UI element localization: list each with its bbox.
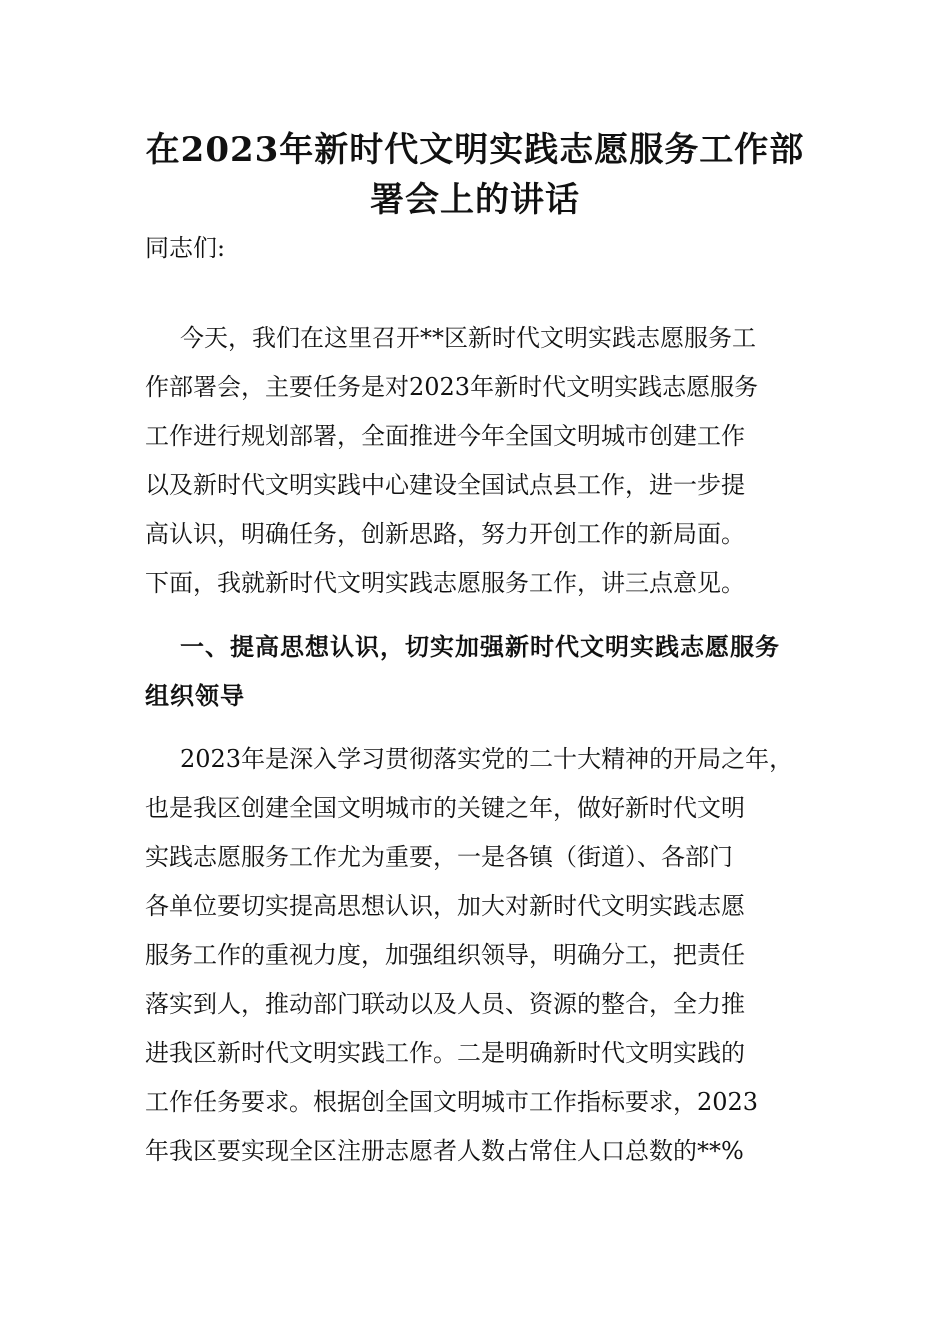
para1-line: 以及新时代文明实践中心建设全国试点县工作，进一步提 <box>145 471 745 499</box>
document-title-line-1: 在2023年新时代文明实践志愿服务工作部 <box>145 130 805 170</box>
para1-line: 下面，我就新时代文明实践志愿服务工作，讲三点意见。 <box>145 569 745 597</box>
para2-line: 也是我区创建全国文明城市的关键之年，做好新时代文明 <box>145 794 745 822</box>
para2-line: 落实到人，推动部门联动以及人员、资源的整合，全力推 <box>145 990 745 1018</box>
para1-line: 工作进行规划部署，全面推进今年全国文明城市创建工作 <box>145 422 745 450</box>
para2-line: 进我区新时代文明实践工作。二是明确新时代文明实践的 <box>145 1039 745 1067</box>
para1-line: 作部署会，主要任务是对2023年新时代文明实践志愿服务 <box>145 373 759 401</box>
section-heading-line-2: 组织领导 <box>145 682 245 710</box>
greeting: 同志们: <box>145 234 226 262</box>
document-title-line-2: 署会上的讲话 <box>370 180 580 220</box>
para2-line: 服务工作的重视力度，加强组织领导，明确分工，把责任 <box>145 941 745 969</box>
para2-line: 2023年是深入学习贯彻落实党的二十大精神的开局之年， <box>180 745 794 773</box>
para2-line: 工作任务要求。根据创全国文明城市工作指标要求，2023 <box>145 1088 759 1116</box>
para1-line: 高认识，明确任务，创新思路，努力开创工作的新局面。 <box>145 520 745 548</box>
para2-line: 各单位要切实提高思想认识，加大对新时代文明实践志愿 <box>145 892 745 920</box>
para2-line: 年我区要实现全区注册志愿者人数占常住人口总数的**% <box>145 1137 744 1165</box>
section-heading-line-1: 一、提高思想认识，切实加强新时代文明实践志愿服务 <box>180 633 780 661</box>
para2-line: 实践志愿服务工作尤为重要，一是各镇（街道）、各部门 <box>145 843 733 871</box>
para1-line: 今天，我们在这里召开**区新时代文明实践志愿服务工 <box>180 324 756 352</box>
